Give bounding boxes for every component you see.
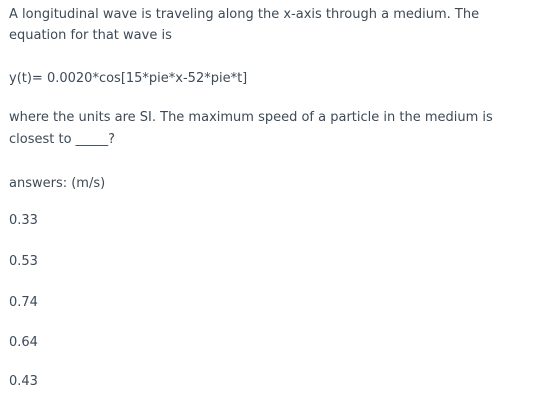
- answer-option[interactable]: 0.43: [9, 374, 38, 389]
- answer-option[interactable]: 0.74: [9, 295, 38, 310]
- answer-option[interactable]: 0.64: [9, 335, 38, 350]
- question-line-3: where the units are SI. The maximum speed of a particle in the medium is: [9, 110, 493, 125]
- answer-option[interactable]: 0.33: [9, 213, 38, 228]
- question-line-1: A longitudinal wave is traveling along the x-axis through a medium. The: [9, 7, 480, 22]
- wave-equation: y(t)= 0.0020*cos[15*pie*x-52*pie*t]: [9, 71, 248, 86]
- answers-label: answers: (m/s): [9, 176, 106, 191]
- question-line-2: equation for that wave is: [9, 28, 172, 43]
- question-line-4: closest to _____?: [9, 132, 116, 147]
- answer-option[interactable]: 0.53: [9, 254, 38, 269]
